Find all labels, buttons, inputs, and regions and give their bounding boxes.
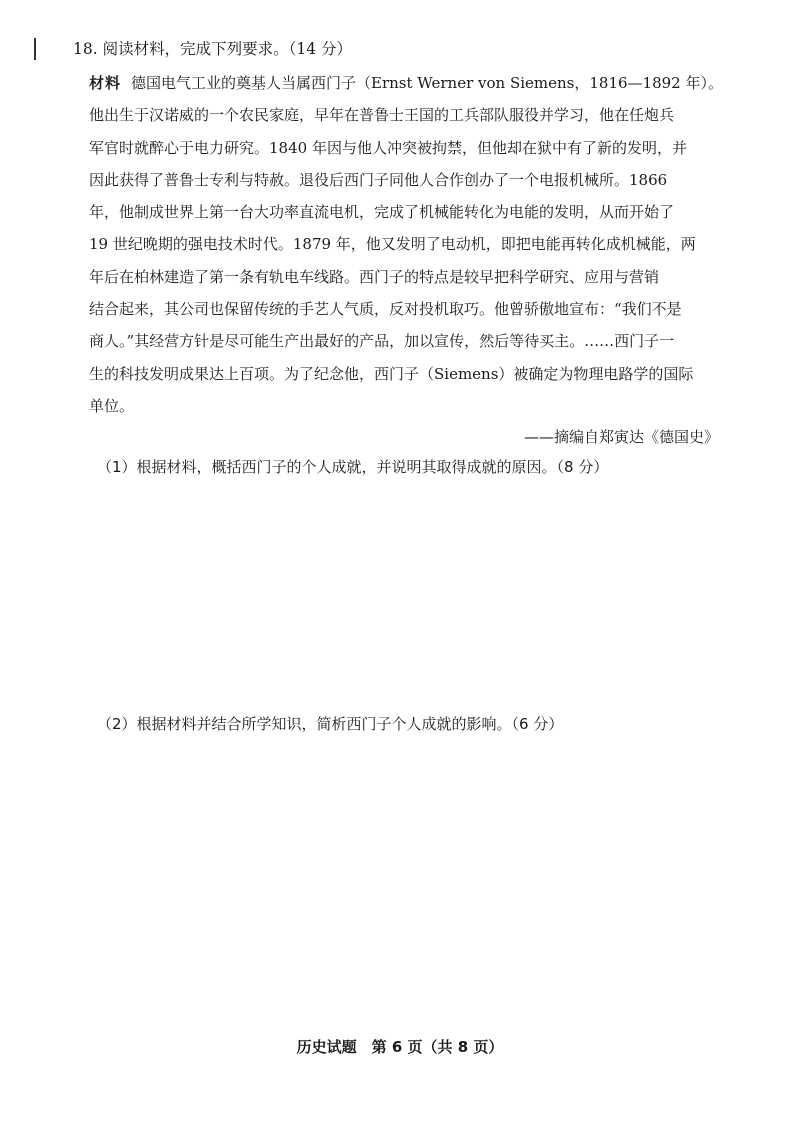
sub-question-2: （2）根据材料并结合所学知识，简析西门子个人成就的影响。（6 分） [97, 715, 564, 733]
material-line: 军官时就醉心于电力研究。1840 年因与他人冲突被拘禁，但他却在狱中有了新的发明，并 [89, 138, 687, 157]
material-line-text: 德国电气工业的奠基人当属西门子（Ernst Werner von Siemens，1816—1892 年）。 [131, 74, 723, 92]
material-line: 单位。 [89, 396, 135, 415]
page-footer: 历史试题 第 6 页（共 8 页） [296, 1038, 504, 1056]
material-label: 材料 [89, 74, 122, 92]
material-line: 因此获得了普鲁士专利与特赦。退役后西门子同他人合作创办了一个电报机械所。1866 [89, 170, 668, 189]
material-line: 生的科技发明成果达上百项。为了纪念他，西门子（Siemens）被确定为物理电路学的国际 [89, 364, 694, 383]
material-line: 商人。”其经营方针是尽可能生产出最好的产品，加以宣传，然后等待买主。……西门子一 [89, 332, 675, 351]
question-title: 18. 阅读材料，完成下列要求。（14 分） [73, 40, 352, 58]
answer-area-1[interactable] [97, 490, 717, 700]
material-source: ——摘编自郑寅达《德国史》 [523, 428, 719, 446]
material-line: 年，他制成世界上第一台大功率直流电机，完成了机械能转化为电能的发明，从而开始了 [89, 203, 675, 222]
answer-area-2[interactable] [97, 745, 717, 1015]
material-line: 结合起来，其公司也保留传统的手艺人气质，反对投机取巧。他曾骄傲地宣布：“我们不是 [89, 300, 682, 319]
margin-mark [34, 38, 36, 60]
material-line: 年后在柏林建造了第一条有轨电车线路。西门子的特点是较早把科学研究、应用与营销 [89, 267, 660, 286]
material-line: 19 世纪晚期的强电技术时代。1879 年，他又发明了电动机，即把电能再转化成机械能，两 [89, 235, 696, 254]
sub-question-1: （1）根据材料，概括西门子的个人成就，并说明其取得成就的原因。（8 分） [97, 458, 609, 476]
material-line [89, 72, 729, 104]
material-passage [89, 72, 729, 427]
material-line: 他出生于汉诺威的一个农民家庭，早年在普鲁士王国的工兵部队服役并学习，他在任炮兵 [89, 106, 675, 125]
